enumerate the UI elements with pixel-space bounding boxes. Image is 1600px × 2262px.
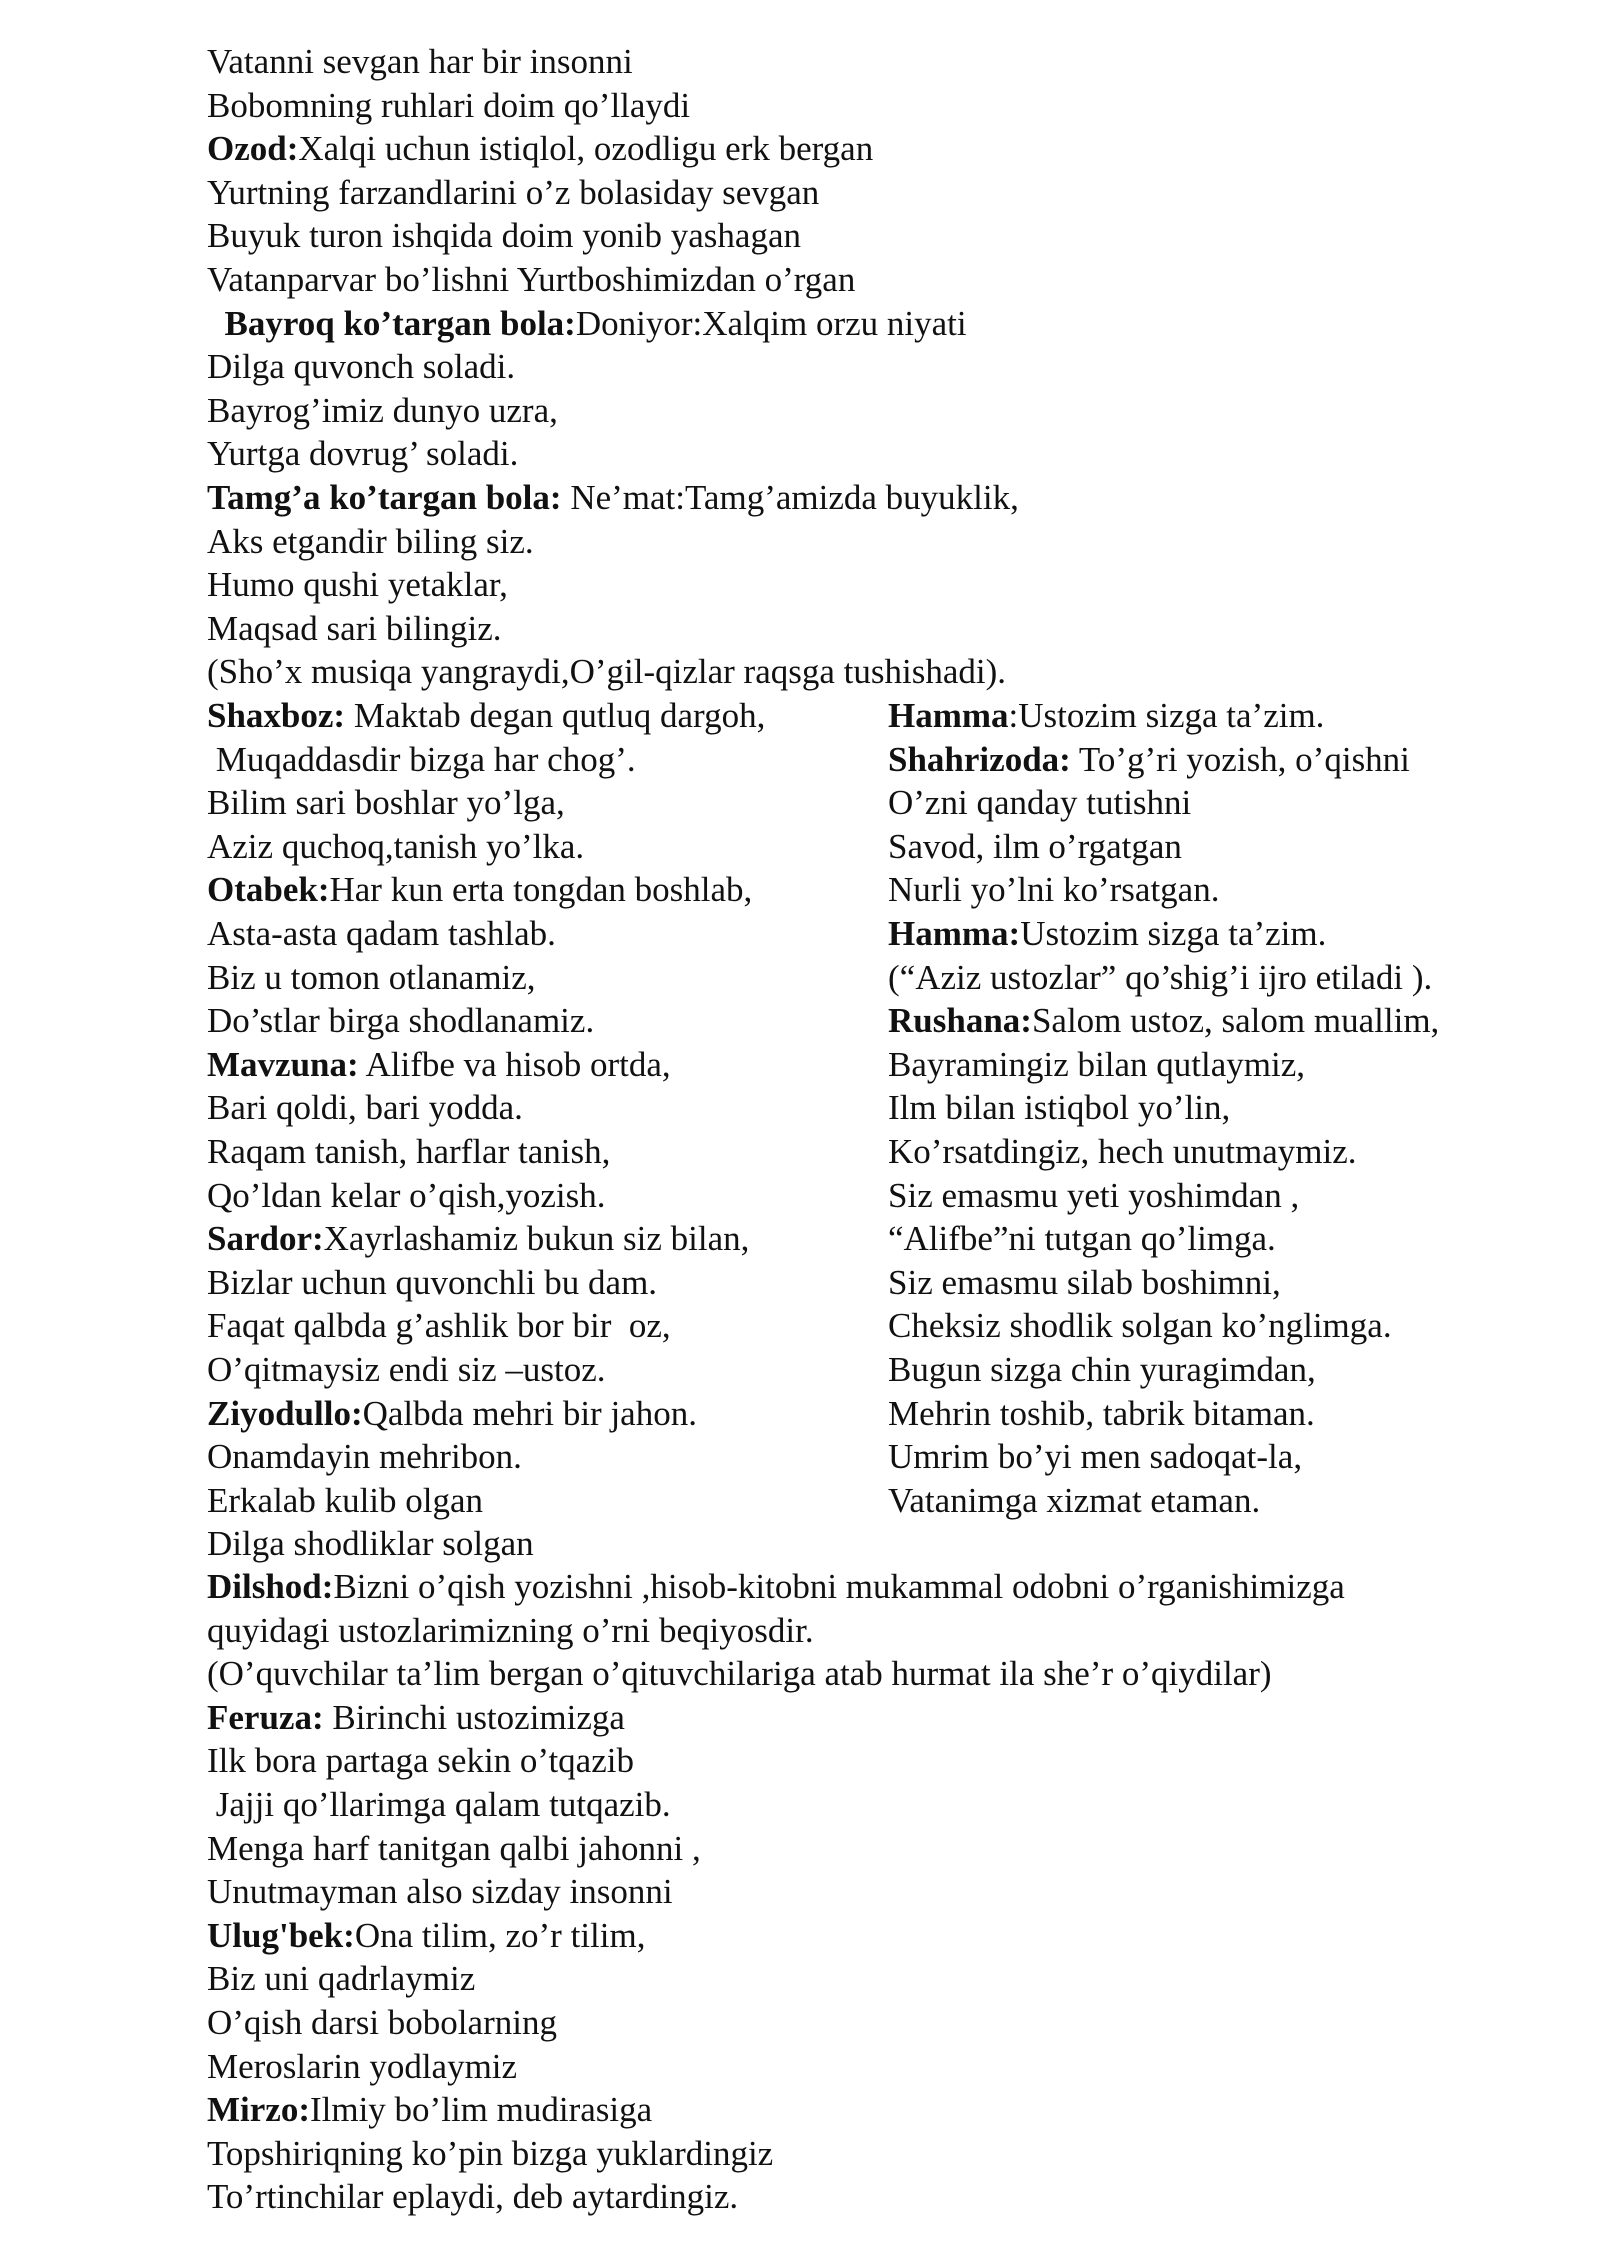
line-text: Muqaddasdir bizga har chog’. [207,739,636,779]
line-text: Aziz quchoq,tanish yo’lka. [207,826,585,866]
text-line [207,2175,1577,2219]
speaker-name: Hamma [888,696,1009,735]
text-line [207,825,867,869]
line-text: To’rtinchilar eplaydi, deb aytardingiz. [207,2177,739,2217]
text-line [207,127,1507,171]
text-line [207,956,867,1000]
text-line [207,40,1507,84]
speaker-name: Otabek: [207,870,330,910]
text-line [207,1348,867,1392]
line-text: Raqam tanish, harflar tanish, [207,1131,611,1171]
text-line [207,1479,867,1523]
line-text: (“Aziz ustozlar” qo’shig’i ijro etiladi ). [888,957,1433,997]
text-line [207,999,867,1043]
line-text: Mehrin toshib, tabrik bitaman. [888,1393,1315,1433]
text-line [888,1479,1578,1523]
speaker-name: Ziyodullo: [207,1393,363,1433]
line-text: Qalbda mehri bir jahon. [362,1393,697,1433]
text-line [207,1304,867,1348]
text-line [207,1957,1577,2001]
text-line [888,825,1578,869]
line-text: Vatanni sevgan har bir insonni [207,42,633,81]
text-line [207,1086,867,1130]
text-line [207,1827,1577,1871]
text-line [207,1914,1577,1958]
line-text: Ilm bilan istiqbol yo’lin, [888,1088,1231,1128]
text-line [207,1392,867,1436]
text-line [207,1261,867,1305]
line-text: Siz emasmu yeti yoshimdan , [888,1175,1300,1215]
line-text: Xalqi uchun istiqlol, ozodligu erk bergan [298,129,874,169]
text-line [888,912,1578,956]
speaker-name: Ulug'bek: [207,1915,355,1955]
speaker-name: Mirzo: [207,2090,310,2130]
line-text: Ustozim sizga ta’zim. [1020,913,1327,953]
line-text: Siz emasmu silab boshimni, [888,1262,1281,1302]
line-text: Vatanimga xizmat etaman. [888,1480,1261,1520]
line-text: Ilmiy bo’lim mudirasiga [309,2090,653,2130]
text-line [207,476,1507,520]
line-text: Salom ustoz, salom muallim, [1031,1001,1440,1041]
line-text: Doniyor:Xalqim orzu niyati [575,303,967,343]
line-text: :Ustozim sizga ta’zim. [1008,696,1325,735]
speaker-name: Hamma: [888,913,1021,953]
text-line [207,2045,1577,2089]
text-line [207,1435,867,1479]
line-text: Humo qushi yetaklar, [207,565,508,605]
line-text: Maqsad sari bilingiz. [207,608,502,648]
text-line [207,84,1507,128]
line-text: Menga harf tanitgan qalbi jahonni , [207,1828,701,1868]
text-line [888,1174,1578,1218]
line-text: Bobomning ruhlari doim qo’llaydi [207,85,691,125]
line-text: Faqat qalbda g’ashlik bor bir oz, [207,1306,671,1346]
text-line [207,1652,1577,1696]
text-line [207,258,1507,302]
line-text: Bizlar uchun quvonchli bu dam. [207,1262,658,1302]
speaker-name: Mavzuna: [207,1044,359,1084]
text-line [207,432,1507,476]
line-text: Umrim bo’yi men sadoqat-la, [888,1437,1303,1477]
line-text: Bilim sari boshlar yo’lga, [207,783,565,823]
text-line [207,1696,1577,1740]
line-text: Har kun erta tongdan boshlab, [329,870,753,910]
speaker-name: Ozod: [207,129,299,169]
text-line [207,1217,867,1261]
text-line [207,345,1507,389]
text-line [888,1392,1578,1436]
closing-verses [207,1565,1577,2219]
text-line [888,1348,1578,1392]
text-line [888,1086,1578,1130]
line-text: Xayrlashamiz bukun siz bilan, [323,1219,750,1259]
text-line [207,1870,1577,1914]
speaker-name: Shaxboz: [207,696,346,735]
line-text: Onamdayin mehribon. [207,1437,522,1477]
line-text: Biz u tomon otlanamiz, [207,957,536,997]
text-line [207,1565,1577,1609]
line-text: Meroslarin yodlaymiz [207,2046,518,2086]
text-line [888,1217,1578,1261]
line-text: Cheksiz shodlik solgan ko’nglimga. [888,1306,1392,1346]
line-text: Bayrog’imiz dunyo uzra, [207,390,558,430]
line-text: Aks etgandir biling siz. [207,521,534,561]
line-text: Ne’mat:Tamg’amizda buyuklik, [561,477,1019,517]
text-line [207,738,867,782]
line-text: Do’stlar birga shodlanamiz. [207,1001,595,1041]
text-line [888,999,1578,1043]
line-text: Ko’rsatdingiz, hech unutmaymiz. [888,1131,1357,1171]
text-line [888,781,1578,825]
speaker-name: Shahrizoda: [888,739,1071,779]
line-text: Dilga quvonch soladi. [207,347,516,387]
line-text: Alifbe va hisob ortda, [358,1044,671,1084]
line-text: (Sho’x musiqa yangraydi,O’gil-qizlar raqsga tushishadi). [207,652,1006,692]
line-text: Unutmayman also sizday insonni [207,1872,673,1912]
text-line [207,2132,1577,2176]
line-text: O’zni qanday tutishni [888,783,1192,823]
text-line [207,214,1507,258]
text-line [888,694,1578,738]
right-column-verses [888,694,1578,1522]
speaker-name: Tamg’a ko’targan bola: [207,477,562,517]
text-line [207,1739,1577,1783]
line-text: Asta-asta qadam tashlab. [207,913,556,953]
text-line [207,2001,1577,2045]
line-text: Bari qoldi, bari yodda. [207,1088,523,1128]
line-text: Dilga shodliklar solgan [207,1524,534,1564]
opening-verses [207,40,1507,694]
text-line [207,868,867,912]
text-line [207,1174,867,1218]
line-text: Topshiriqning ko’pin bizga yuklardingiz [207,2133,774,2173]
line-text: Bizni o’qish yozishni ,hisob-kitobni mukammal odobni o’rganishimizga [333,1567,1345,1606]
line-text: Jajji qo’llarimga qalam tutqazib. [207,1784,671,1824]
text-line [207,781,867,825]
line-text: O’qitmaysiz endi siz –ustoz. [207,1349,606,1389]
text-line [207,650,1507,694]
line-text: quyidagi ustozlarimizning o’rni beqiyosdir. [207,1610,814,1650]
line-text: To’g’ri yozish, o’qishni [1070,739,1410,779]
line-text: Ilk bora partaga sekin o’tqazib [207,1741,634,1781]
text-line [207,1609,1577,1653]
text-line [207,302,1507,346]
text-line [207,1522,867,1566]
line-text: Ona tilim, zo’r tilim, [354,1915,646,1955]
line-text: Yurtga dovrug’ soladi. [207,434,519,474]
line-text: Erkalab kulib olgan [207,1480,484,1520]
text-line [888,956,1578,1000]
line-text: (O’quvchilar ta’lim bergan o’qituvchilariga atab hurmat ila she’r o’qiydilar) [207,1654,1272,1694]
text-line [207,607,1507,651]
text-line [207,2088,1577,2132]
line-text: Bayramingiz bilan qutlaymiz, [888,1044,1305,1084]
speaker-name: Dilshod: [207,1567,334,1606]
speaker-name: Rushana: [888,1001,1032,1041]
line-text: Biz uni qadrlaymiz [207,1959,476,1999]
line-text: Yurtning farzandlarini o’z bolasiday sevgan [207,172,820,212]
text-line [888,868,1578,912]
text-line [888,738,1578,782]
speaker-name: Sardor: [207,1219,324,1259]
text-line [207,1043,867,1087]
line-text: Nurli yo’lni ko’rsatgan. [888,870,1220,910]
text-line [207,563,1507,607]
text-line [888,1435,1578,1479]
line-text: Buyuk turon ishqida doim yonib yashagan [207,216,801,256]
line-text: Qo’ldan kelar o’qish,yozish. [207,1175,606,1215]
line-text: Maktab degan qutluq dargoh, [345,696,766,735]
speaker-name: Feruza: [207,1697,324,1737]
text-line [207,520,1507,564]
line-text: Savod, ilm o’rgatgan [888,826,1182,866]
text-line [888,1261,1578,1305]
left-column-verses [207,694,867,1566]
text-line [888,1304,1578,1348]
line-text: Birinchi ustozimizga [323,1697,625,1737]
text-line [207,171,1507,215]
text-line [207,912,867,956]
text-line [207,1130,867,1174]
text-line [207,694,867,738]
text-line [207,1783,1577,1827]
line-text: Vatanparvar bo’lishni Yurtboshimizdan o’rgan [207,259,856,299]
text-line [207,389,1507,433]
text-line [888,1130,1578,1174]
speaker-name: Bayroq ko’targan bola: [207,303,576,343]
line-text: “Alifbe”ni tutgan qo’limga. [888,1219,1276,1259]
line-text: O’qish darsi bobolarning [207,2002,557,2042]
line-text: Bugun sizga chin yuragimdan, [888,1349,1316,1389]
text-line [888,1043,1578,1087]
